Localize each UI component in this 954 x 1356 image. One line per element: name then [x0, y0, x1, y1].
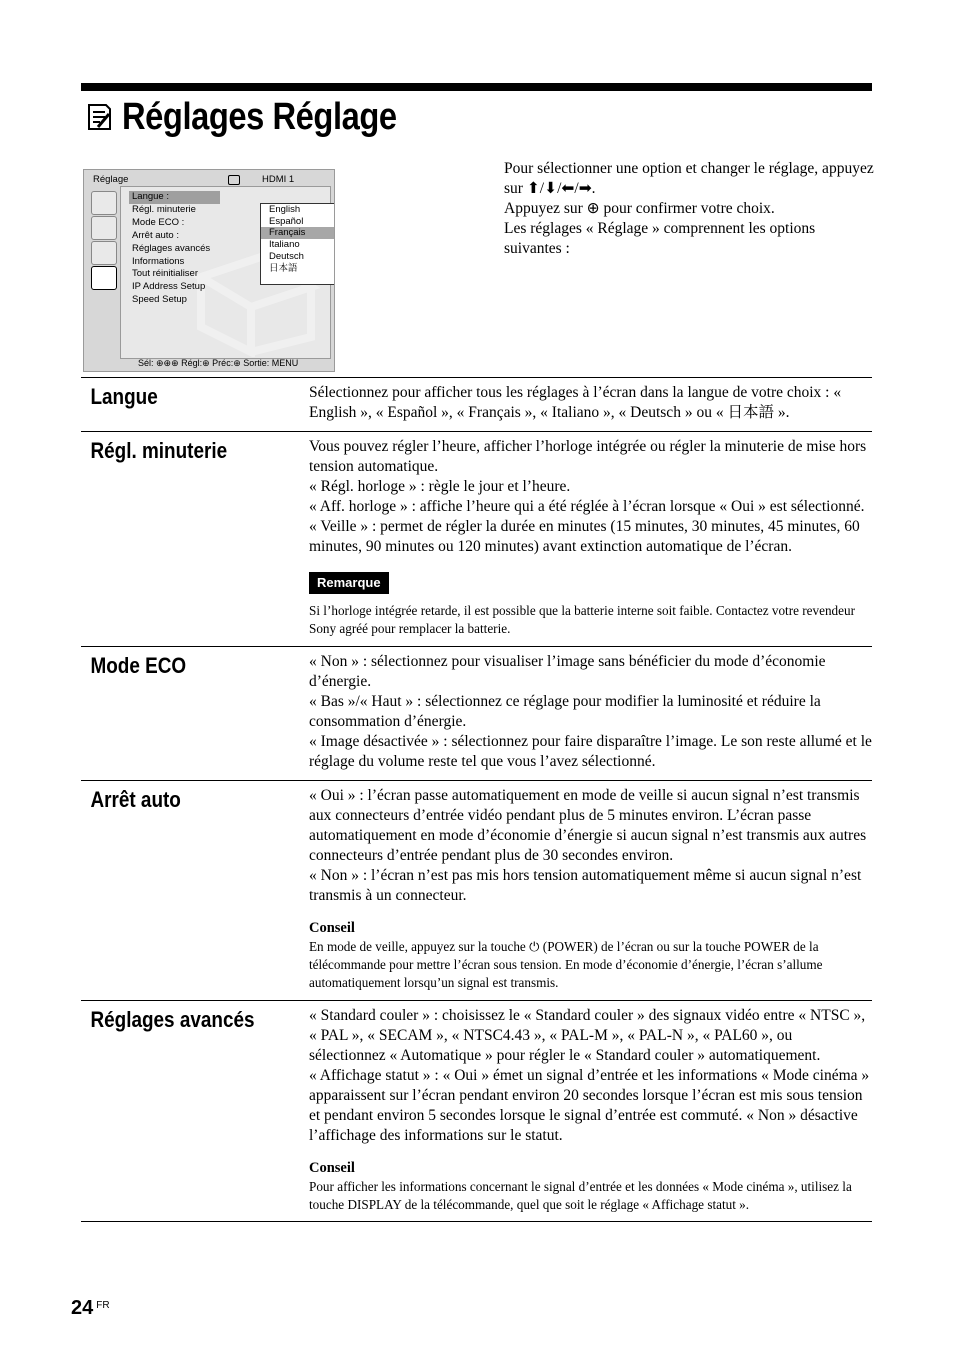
- page-number-value: 24: [71, 1297, 94, 1319]
- paragraph: « Non » : sélectionnez pour visualiser l’image sans bénéficier du mode d’économie d’énergie.: [309, 653, 826, 690]
- row-label: Arrêt auto: [90, 787, 181, 812]
- language-option: Français: [261, 227, 335, 239]
- osd-items: [129, 191, 220, 307]
- picture-tab-icon: [91, 191, 117, 215]
- tip-text: En mode de veille, appuyez sur la touche ⏻ (POWER) de l’écran ou sur la touche POWER de la télécommande pour mettre l’écran sous tension. En mode d’économie d’énergie, l’écran s’allume automatiquement lorsqu’un signal est transmis.: [309, 939, 823, 990]
- bottom-rule: [81, 1221, 872, 1222]
- row-text: [308, 786, 872, 992]
- language-option: Italiano: [269, 239, 300, 251]
- osd-sidebar: [88, 187, 118, 359]
- row-langue: [81, 377, 872, 431]
- osd-item: Tout réinitialiser: [132, 268, 198, 280]
- osd-item: Réglages avancés: [132, 242, 211, 254]
- intro-line: Pour sélectionner une option et changer le réglage, appuyez sur ⬆/⬇/⬅/➡.: [504, 160, 874, 197]
- paragraph: « Veille » : permet de régler la durée en minutes (15 minutes, 30 minutes, 45 minutes, 60 minutes, 90 minutes ou 120 minutes) avant extinction automatique de l’écran.: [309, 518, 860, 555]
- row-label: Langue: [90, 384, 158, 409]
- row-text: [308, 383, 872, 423]
- tip-heading: Conseil: [309, 1160, 355, 1176]
- paragraph: « Oui » : l’écran passe automatiquement en mode de veille si aucun signal n’est transmis aux connecteurs d’entrée vidéo pendant plus de 5 minutes environ. L’écran passe automatiquement en mode d’économie d’énergie si aucun signal n’est transmis aux autres connecteurs d’entrée pendant plus de 30 secondes environ.: [309, 787, 867, 864]
- row-text: [308, 1006, 872, 1214]
- osd-footer: Sél: ⊕⊕⊕ Régl:⊕ Préc:⊕ Sortie: MENU: [138, 358, 299, 368]
- language-option: English: [269, 204, 301, 215]
- osd-item: Régl. minuterie: [132, 203, 196, 215]
- intro-line: Appuyez sur ⊕ pour confirmer votre choix.: [504, 200, 775, 217]
- paragraph: « Aff. horloge » : affiche l’heure qui a été réglée à l’écran lorsque « Oui » est sélectionné.: [309, 498, 865, 515]
- intro-line: Les réglages « Réglage » comprennent les options suivantes :: [504, 220, 816, 257]
- osd-header: Réglage: [93, 174, 129, 185]
- osd-panel: [120, 186, 331, 359]
- setup-tab-icon: [91, 266, 117, 290]
- language-option: Deutsch: [269, 250, 304, 262]
- page-lang: FR: [96, 1300, 110, 1311]
- row-text: [308, 652, 872, 772]
- input-icon: [228, 175, 240, 185]
- page-title: Réglages Réglage: [122, 95, 397, 138]
- row-label: Mode ECO: [90, 653, 187, 678]
- row-label: Réglages avancés: [90, 1007, 255, 1032]
- page-number: [71, 1297, 110, 1320]
- note-text: Si l’horloge intégrée retarde, il est possible que la batterie interne soit faible. Contactez votre revendeur Sony agréé pour remplacer la batterie.: [309, 603, 855, 636]
- paragraph: « Bas »/« Haut » : sélectionnez ce réglage pour modifier la luminosité et réduire la consommation d’énergie.: [309, 693, 821, 730]
- osd-item: Langue :: [129, 191, 220, 204]
- row-text: [308, 437, 872, 638]
- sound-tab-icon: [91, 216, 117, 240]
- screen-tab-icon: [91, 241, 117, 265]
- row-arret-auto: [81, 780, 872, 1000]
- row-reglages-avances: [81, 1000, 872, 1222]
- tip-heading: Conseil: [309, 920, 355, 936]
- tip-text: Pour afficher les informations concernant le signal d’entrée et les données « Mode cinéma », utilisez la touche DISPLAY de la télécommande, quel que soit le réglage « Affichage statut ».: [309, 1179, 852, 1212]
- osd-source-label: HDMI 1: [262, 174, 295, 185]
- intro-text: [504, 159, 874, 259]
- paragraph: « Standard couler » : choisissez le « Standard couler » des signaux vidéo entre « NTSC », « PAL », « SECAM », « NTSC4.43 », « PAL-M », « PAL-N », « PAL60 », ou sélectionnez « Automatique » pour régler le « Standard couler » automatiquement.: [309, 1007, 866, 1064]
- row-mode-eco: [81, 646, 872, 780]
- osd-item: Informations: [132, 255, 185, 267]
- settings-table: [81, 377, 872, 1222]
- osd-item: Speed Setup: [132, 294, 187, 306]
- language-option: 日本語: [269, 262, 298, 274]
- paragraph: Sélectionnez pour afficher tous les réglages à l’écran dans la langue de votre choix : « English », « Español », « Français », « Italiano », « Deutsch » ou « 日本語 ».: [309, 384, 842, 421]
- paragraph: « Non » : l’écran n’est pas mis hors tension automatiquement même si aucun signal n’est transmis à un connecteur.: [309, 867, 862, 904]
- note-badge: Remarque: [309, 572, 389, 594]
- setup-icon: [82, 101, 114, 133]
- page-header: [82, 94, 441, 140]
- paragraph: Vous pouvez régler l’heure, afficher l’horloge intégrée ou régler la minuterie de mise hors tension automatique.: [309, 438, 867, 475]
- paragraph: « Image désactivée » : sélectionnez pour faire disparaître l’image. Le son reste allumé et le réglage du volume reste tel que vous l’avez sélectionné.: [309, 733, 872, 770]
- paragraph: « Régl. horloge » : règle le jour et l’heure.: [309, 478, 571, 495]
- row-label: Régl. minuterie: [90, 438, 228, 463]
- title-rule: [81, 83, 872, 91]
- osd-item: IP Address Setup: [132, 281, 206, 293]
- osd-item: Mode ECO :: [132, 216, 185, 228]
- osd-item: Arrêt auto :: [132, 229, 179, 241]
- language-option: Español: [269, 215, 304, 227]
- osd-source: [228, 174, 294, 185]
- language-popup: [260, 203, 335, 285]
- row-minuterie: [81, 431, 872, 646]
- paragraph: « Affichage statut » : « Oui » émet un signal d’entrée et les informations « Mode cinéma » apparaissent sur l’écran pendant environ 20 secondes lorsque l’écran est mis sous tension et pendant environ 5 secondes lorsque le signal d’entrée est commuté. « Non » désactive l’affichage des informations sur le statut.: [309, 1067, 870, 1144]
- osd-menu-screenshot: [83, 169, 335, 372]
